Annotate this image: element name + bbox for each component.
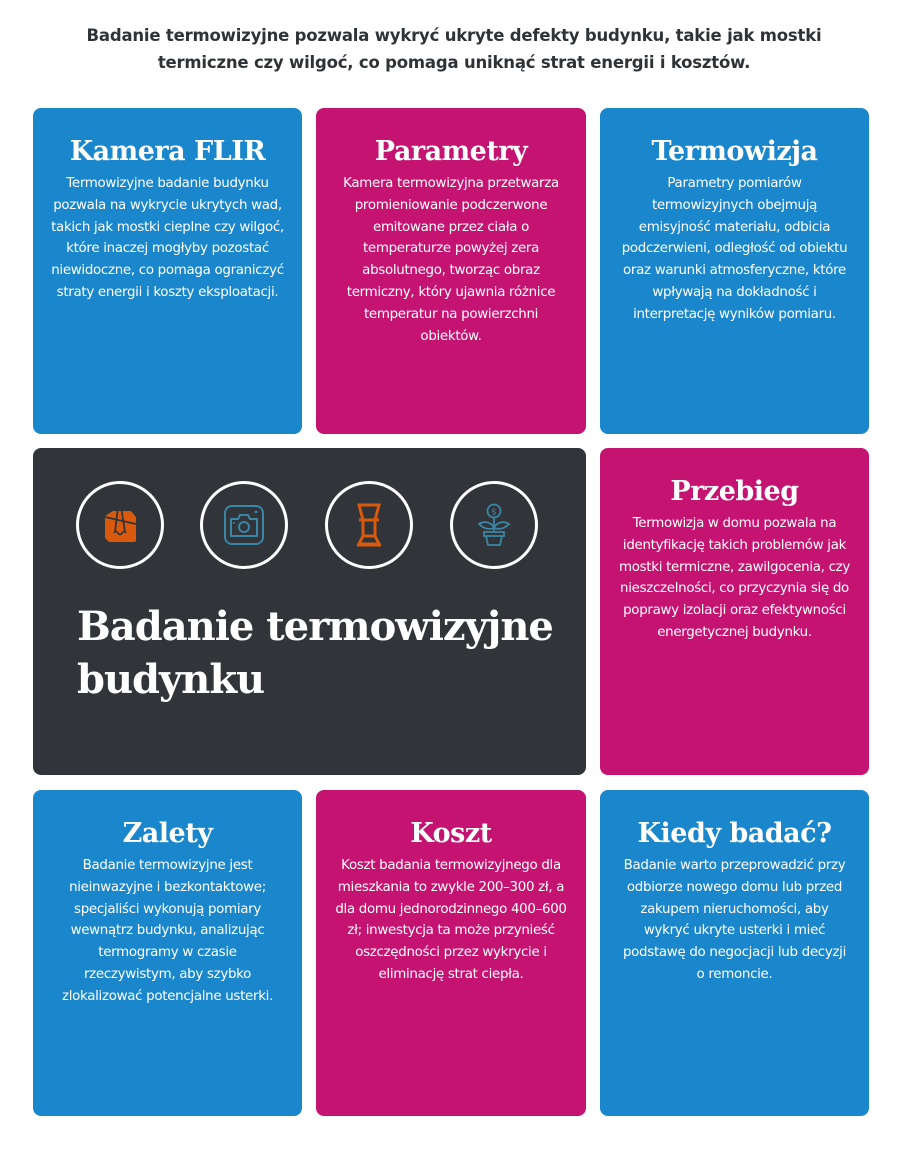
card-koszt [316, 790, 586, 1116]
card-body: Kamera termowizyjna przetwarza promieniowanie podczerwone emitowane przez ciała o temperaturze powyżej zera absolutnego, tworząc obraz termiczny, który ujawnia różnice temperatur na powierzchni obiektów. [343, 176, 559, 344]
card-body: Parametry pomiarów termowizyjnych obejmują emisyjność materiału, odbicia podczerwieni, odległość od obiektu oraz warunki atmosferyczne, które wpływają na dokładność i interpretację wyników pomiaru. [621, 176, 848, 322]
card-body: Badanie warto przeprowadzić przy odbiorze nowego domu lub przed zakupem nieruchomości, aby wykryć ukryte usterki i mieć podstawę do negocjacji lub decyzji o remoncie. [622, 858, 847, 982]
card-kiedy-badac [600, 790, 869, 1116]
card-title: Koszt [410, 818, 492, 849]
bag-icon [101, 506, 139, 544]
svg-text:$: $ [491, 507, 497, 518]
card-przebieg [600, 448, 869, 775]
card-body: Koszt badania termowizyjnego dla mieszkania to zwykle 200–300 zł, a dla domu jednorodzinnego 400–600 zł; inwestycja ta może przynieść oszczędności przez wykrycie i eliminację strat ciepła. [335, 858, 567, 982]
card-termowizja [600, 108, 869, 434]
hero-title: Badanie termowizyjne budynku [77, 603, 553, 703]
card-body: Badanie termowizyjne jest nieinwazyjne i bezkontaktowe; specjaliści wykonują pomiary wewnątrz budynku, analizując termogramy w czasie rzeczywistym, aby szybko zlokalizować potencjalne usterki. [61, 858, 274, 1004]
card-title: Kamera FLIR [69, 136, 266, 167]
hourglass-icon [354, 503, 384, 547]
card-body: Termowizja w domu pozwala na identyfikację takich problemów jak mostki termiczne, zawilgocenia, czy nieszczelności, co przyczynia się do poprawy izolacji oraz efektywności energetycznej budynku. [618, 516, 850, 640]
card-kamera-flir [33, 108, 302, 434]
card-zalety [33, 790, 302, 1116]
icon-circle-bag [76, 481, 164, 569]
money-plant-icon [476, 503, 512, 547]
card-title: Zalety [122, 818, 213, 849]
card-title: Termowizja [651, 136, 818, 167]
camera-icon [223, 504, 265, 546]
card-title: Parametry [374, 136, 528, 167]
intro-text: Badanie termowizyjne pozwala wykryć ukryte defekty budynku, takie jak mostki termiczne czy wilgoć, co pomaga uniknąć strat energii i kosztów. [86, 26, 822, 72]
icon-circle-camera [200, 481, 288, 569]
icon-circle-money-plant [450, 481, 538, 569]
card-title: Kiedy badać? [637, 818, 832, 849]
card-parametry [316, 108, 586, 434]
icon-circle-hourglass [325, 481, 413, 569]
hero-card [33, 448, 586, 775]
card-title: Przebieg [670, 476, 799, 507]
card-body: Termowizyjne badanie budynku pozwala na wykrycie ukrytych wad, takich jak mostki cieplne czy wilgoć, które inaczej mogłyby pozostać niewidoczne, co pomaga ograniczyć straty energii i koszty eksploatacji. [51, 176, 284, 300]
